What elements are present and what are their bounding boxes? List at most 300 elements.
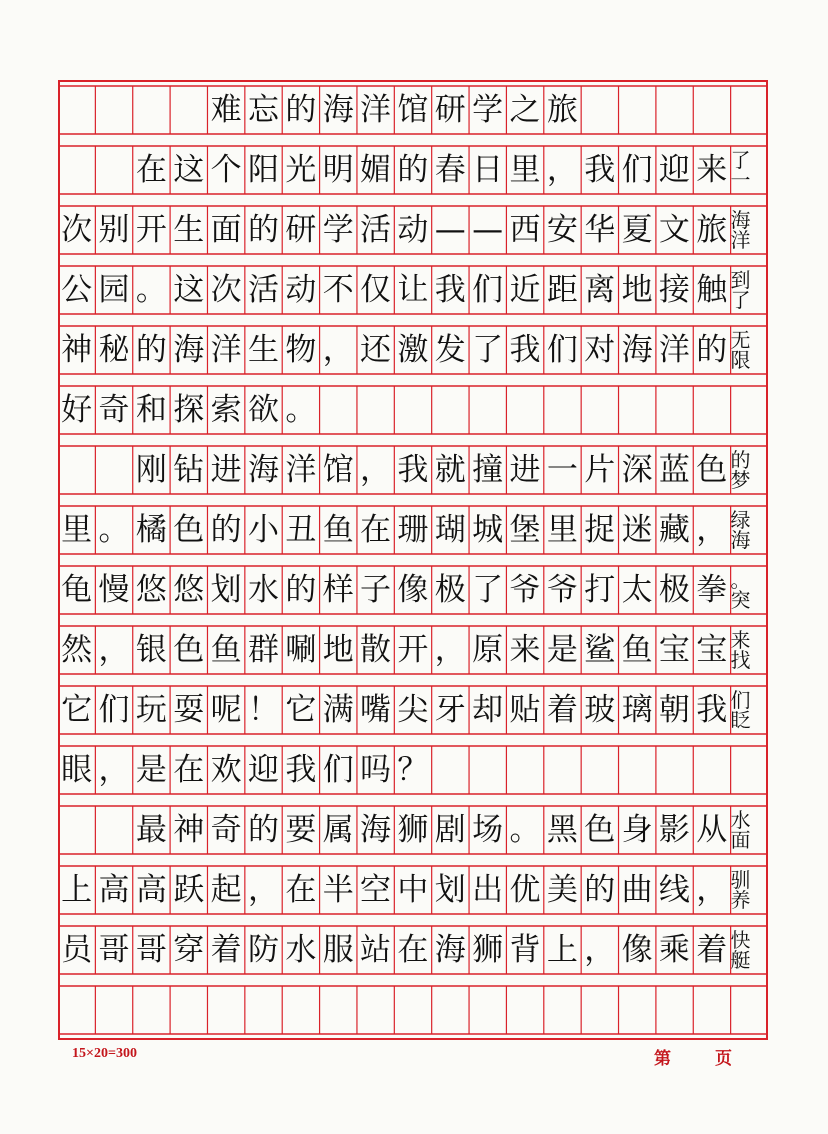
grid-cell: 然 xyxy=(61,631,93,668)
grid-cell: 学 xyxy=(322,211,354,248)
grid-cell: 动 xyxy=(285,271,317,308)
grid-cell: 的 xyxy=(135,331,167,368)
grid-cell: 绿海 xyxy=(730,508,751,552)
grid-cell: 海 xyxy=(621,331,653,368)
grid-cell xyxy=(618,386,655,434)
grid-cell: 色 xyxy=(173,511,205,548)
grid-cell: 好 xyxy=(61,391,93,428)
text-row xyxy=(58,146,768,194)
grid-cell: 阳 xyxy=(247,151,279,188)
grid-cell: 背 xyxy=(509,931,541,968)
grid-cell: 的 xyxy=(285,91,317,128)
grid-cell: 出 xyxy=(472,871,504,908)
grid-cell: 西 xyxy=(509,211,541,248)
grid-cell: 们 xyxy=(546,331,578,368)
grid-count-label: 15×20=300 xyxy=(72,1046,137,1061)
text-row xyxy=(58,746,768,794)
grid-cell: 和 xyxy=(135,391,167,428)
grid-cell: 它 xyxy=(61,691,93,728)
grid-cell xyxy=(170,86,207,134)
grid-cell: 春 xyxy=(434,151,466,188)
grid-cell: 极 xyxy=(658,571,690,608)
grid-cell: 海 xyxy=(360,811,392,848)
grid-cell: 激 xyxy=(397,331,429,368)
grid-cell: 爷 xyxy=(546,571,578,608)
grid-cell: 线 xyxy=(658,871,690,908)
grid-cell: 朝 xyxy=(658,691,690,728)
grid-cell: 里 xyxy=(509,151,541,188)
grid-cell: 高 xyxy=(98,871,130,908)
grid-cell xyxy=(58,446,95,494)
grid-cell: 奇 xyxy=(210,811,242,848)
grid-cell: 的梦 xyxy=(730,448,751,492)
grid-cell: ？ xyxy=(397,751,429,788)
grid-cell xyxy=(581,386,618,434)
grid-cell: 海 xyxy=(322,91,354,128)
grid-cell: 活 xyxy=(247,271,279,308)
text-row xyxy=(58,926,768,974)
grid-cell: 发 xyxy=(434,331,466,368)
grid-cell: 银 xyxy=(135,631,167,668)
grid-cell: 水 xyxy=(247,571,279,608)
grid-cell: 馆 xyxy=(322,451,354,488)
grid-cell: 悠 xyxy=(135,571,167,608)
grid-cell xyxy=(544,386,581,434)
grid-cell: 璃 xyxy=(621,691,653,728)
grid-cell: 鲨 xyxy=(584,631,616,668)
grid-cell: 进 xyxy=(210,451,242,488)
grid-cell: 欢 xyxy=(210,751,242,788)
grid-cell xyxy=(469,386,506,434)
grid-cell: 剧 xyxy=(434,811,466,848)
grid-cell: 我 xyxy=(434,271,466,308)
grid-cell: 奇 xyxy=(98,391,130,428)
grid-cell: 鱼 xyxy=(322,511,354,548)
grid-cell: 接 xyxy=(658,271,690,308)
grid-cell: 们 xyxy=(98,691,130,728)
grid-cell: 耍 xyxy=(173,691,205,728)
grid-cell: 们 xyxy=(322,751,354,788)
grid-cell: 我 xyxy=(584,151,616,188)
grid-cell: 半 xyxy=(322,871,354,908)
page-label-prefix: 第 xyxy=(654,1049,671,1069)
grid-cell: 堡 xyxy=(509,511,541,548)
text-row xyxy=(58,506,768,554)
grid-cell: 洋 xyxy=(210,331,242,368)
grid-cell xyxy=(581,86,618,134)
grid-cell: 洋 xyxy=(360,91,392,128)
grid-cell: 地 xyxy=(322,631,354,668)
grid-cell: 快艇 xyxy=(730,928,751,972)
grid-cell: 海洋 xyxy=(730,208,751,252)
grid-cell: 着 xyxy=(696,931,728,968)
grid-cell: 样 xyxy=(322,571,354,608)
grid-cell: 的 xyxy=(210,511,242,548)
grid-cell: 欲 xyxy=(247,391,279,428)
grid-cell: ， xyxy=(696,511,728,548)
grid-cell: 们 xyxy=(621,151,653,188)
grid-cell: 洋 xyxy=(285,451,317,488)
grid-cell: 狮 xyxy=(397,811,429,848)
grid-cell: 哥 xyxy=(135,931,167,968)
grid-cell: 着 xyxy=(546,691,578,728)
grid-cell: 我 xyxy=(285,751,317,788)
grid-cell: 影 xyxy=(658,811,690,848)
grid-cell: 站 xyxy=(360,931,392,968)
grid-cell: 海 xyxy=(173,331,205,368)
text-row xyxy=(58,386,768,434)
grid-cell: 丑 xyxy=(285,511,317,548)
grid-cell: 防 xyxy=(247,931,279,968)
grid-cell: 在 xyxy=(397,931,429,968)
grid-cell: 之 xyxy=(509,91,541,128)
grid-cell: 鱼 xyxy=(210,631,242,668)
grid-cell: 光 xyxy=(285,151,317,188)
grid-cell: 开 xyxy=(135,211,167,248)
grid-cell: 的 xyxy=(247,211,279,248)
grid-cell: 我 xyxy=(397,451,429,488)
grid-cell: 原 xyxy=(472,631,504,668)
writing-grid-sheet xyxy=(58,80,768,1040)
grid-cell: 黑 xyxy=(546,811,578,848)
grid-cell xyxy=(58,146,95,194)
grid-cell: 从 xyxy=(696,811,728,848)
grid-cell: 了一 xyxy=(730,148,751,192)
grid-cell: 让 xyxy=(397,271,429,308)
grid-cell: 玩 xyxy=(135,691,167,728)
page-label-suffix: 页 xyxy=(715,1049,732,1069)
grid-cell: 小 xyxy=(247,511,279,548)
grid-cell xyxy=(730,386,767,434)
text-row xyxy=(58,446,768,494)
grid-cell: 深 xyxy=(621,451,653,488)
grid-cell: ， xyxy=(98,631,130,668)
grid-cell: 就 xyxy=(434,451,466,488)
grid-cell: 在 xyxy=(360,511,392,548)
grid-cell: 散 xyxy=(360,631,392,668)
grid-cell: 吗 xyxy=(360,751,392,788)
grid-cell xyxy=(320,386,357,434)
grid-cell xyxy=(469,746,506,794)
grid-cell: 日 xyxy=(472,151,504,188)
grid-cell: 贴 xyxy=(509,691,541,728)
grid-cell: 园 xyxy=(98,271,130,308)
grid-cell: ， xyxy=(434,631,466,668)
grid-cell: 太 xyxy=(621,571,653,608)
grid-cell: 场 xyxy=(472,811,504,848)
grid-cell: 。 xyxy=(509,811,541,848)
grid-cell: 上 xyxy=(546,931,578,968)
grid-cell: 一 xyxy=(546,451,578,488)
grid-cell: 触 xyxy=(696,271,728,308)
grid-cell: 对 xyxy=(584,331,616,368)
grid-cell xyxy=(693,746,730,794)
grid-cell: 它 xyxy=(285,691,317,728)
grid-cell: 美 xyxy=(546,871,578,908)
grid-cell: 瑚 xyxy=(434,511,466,548)
grid-cell: 夏 xyxy=(621,211,653,248)
grid-cell: ， xyxy=(360,451,392,488)
grid-cell xyxy=(133,86,170,134)
grid-cell: 眼 xyxy=(61,751,93,788)
grid-cell: 开 xyxy=(397,631,429,668)
grid-cell: 悠 xyxy=(173,571,205,608)
grid-cell: 离 xyxy=(584,271,616,308)
grid-cell: 嘴 xyxy=(360,691,392,728)
grid-cell: 刚 xyxy=(135,451,167,488)
grid-cell xyxy=(394,386,431,434)
grid-cell: 玻 xyxy=(584,691,616,728)
grid-cell: ， xyxy=(247,871,279,908)
grid-cell: 宝 xyxy=(696,631,728,668)
grid-cell: 鱼 xyxy=(621,631,653,668)
grid-cell: 们 xyxy=(472,271,504,308)
grid-cell: 宝 xyxy=(658,631,690,668)
grid-cell: 秘 xyxy=(98,331,130,368)
grid-cell: 满 xyxy=(322,691,354,728)
grid-cell: 物 xyxy=(285,331,317,368)
grid-cell: 空 xyxy=(360,871,392,908)
grid-cell: 龟 xyxy=(61,571,93,608)
grid-cell: 文 xyxy=(658,211,690,248)
grid-cell: 唰 xyxy=(285,631,317,668)
grid-cell: 生 xyxy=(247,331,279,368)
grid-cell: 城 xyxy=(472,511,504,548)
grid-cell xyxy=(581,746,618,794)
grid-cell: 跃 xyxy=(173,871,205,908)
grid-cell: 的 xyxy=(584,871,616,908)
grid-cell: 在 xyxy=(173,751,205,788)
grid-cell: 研 xyxy=(434,91,466,128)
grid-cell xyxy=(432,386,469,434)
grid-cell: 难 xyxy=(210,91,242,128)
grid-cell: 最 xyxy=(135,811,167,848)
grid-cell: 我 xyxy=(696,691,728,728)
grid-cell: 是 xyxy=(135,751,167,788)
grid-cell: 优 xyxy=(509,871,541,908)
grid-cell: 还 xyxy=(360,331,392,368)
grid-cell: 着 xyxy=(210,931,242,968)
grid-cell: 来 xyxy=(509,631,541,668)
grid-cell: 要 xyxy=(285,811,317,848)
grid-cell: 服 xyxy=(322,931,354,968)
grid-cell: 中 xyxy=(397,871,429,908)
grid-cell: 公 xyxy=(61,271,93,308)
grid-cell: 迎 xyxy=(247,751,279,788)
grid-cell: 。 xyxy=(135,271,167,308)
grid-cell: 色 xyxy=(584,811,616,848)
grid-cell: 珊 xyxy=(397,511,429,548)
grid-cell: 海 xyxy=(434,931,466,968)
grid-cell: 里 xyxy=(61,511,93,548)
grid-cell xyxy=(95,446,132,494)
grid-cell: 忘 xyxy=(247,91,279,128)
grid-cell: 的 xyxy=(397,151,429,188)
grid-cell: 媚 xyxy=(360,151,392,188)
text-row xyxy=(58,206,768,254)
grid-cell: 不 xyxy=(322,271,354,308)
grid-cell: 次 xyxy=(210,271,242,308)
grid-cell: 距 xyxy=(546,271,578,308)
grid-cell: 尖 xyxy=(397,691,429,728)
grid-cell: 像 xyxy=(621,931,653,968)
grid-cell xyxy=(357,386,394,434)
grid-cell: 到了 xyxy=(730,268,751,312)
grid-cell: 迎 xyxy=(658,151,690,188)
grid-cell: 子 xyxy=(360,571,392,608)
grid-cell: 个 xyxy=(210,151,242,188)
grid-cell: 极 xyxy=(434,571,466,608)
grid-cell xyxy=(95,86,132,134)
grid-cell: 。突 xyxy=(730,568,751,612)
grid-cell: ， xyxy=(98,751,130,788)
grid-cell xyxy=(693,386,730,434)
grid-cell xyxy=(506,746,543,794)
grid-cell: 撞 xyxy=(472,451,504,488)
grid-cell: 海 xyxy=(247,451,279,488)
grid-cell: 捉 xyxy=(584,511,616,548)
grid-cell xyxy=(58,806,95,854)
text-row xyxy=(58,626,768,674)
grid-cell: 面 xyxy=(210,211,242,248)
grid-cell: 来找 xyxy=(730,628,751,672)
grid-cell: 安 xyxy=(546,211,578,248)
grid-cell: 。 xyxy=(285,391,317,428)
grid-cell: ， xyxy=(322,331,354,368)
grid-cell: 无限 xyxy=(730,328,751,372)
grid-cell: 划 xyxy=(210,571,242,608)
grid-cell: 的 xyxy=(696,331,728,368)
grid-cell: — xyxy=(472,211,504,248)
grid-cell: 牙 xyxy=(434,691,466,728)
grid-cell: 呢 xyxy=(210,691,242,728)
grid-cell: 像 xyxy=(397,571,429,608)
grid-cell: 乘 xyxy=(658,931,690,968)
grid-cell xyxy=(432,746,469,794)
grid-cell: 神 xyxy=(173,811,205,848)
grid-cell: 华 xyxy=(584,211,616,248)
grid-cell: 员 xyxy=(61,931,93,968)
grid-cell: 拳 xyxy=(696,571,728,608)
grid-cell: 划 xyxy=(434,871,466,908)
grid-cell: 了 xyxy=(472,331,504,368)
grid-cell xyxy=(544,746,581,794)
grid-cell: 慢 xyxy=(98,571,130,608)
grid-cell: — xyxy=(434,211,466,248)
grid-cell: 这 xyxy=(173,151,205,188)
grid-cell: 研 xyxy=(285,211,317,248)
grid-cell: 别 xyxy=(98,211,130,248)
text-row xyxy=(58,86,768,134)
grid-cell: ， xyxy=(546,151,578,188)
text-row xyxy=(58,806,768,854)
grid-cell xyxy=(656,86,693,134)
grid-cell: 我 xyxy=(509,331,541,368)
grid-cell: 仅 xyxy=(360,271,392,308)
grid-cell: 身 xyxy=(621,811,653,848)
grid-cell: 却 xyxy=(472,691,504,728)
grid-cell: 是 xyxy=(546,631,578,668)
grid-cell: 钻 xyxy=(173,451,205,488)
grid-cell: 曲 xyxy=(621,871,653,908)
page-number-label xyxy=(654,1044,732,1069)
grid-cell: 藏 xyxy=(658,511,690,548)
grid-cell: 学 xyxy=(472,91,504,128)
grid-cell: 穿 xyxy=(173,931,205,968)
grid-cell: 在 xyxy=(285,871,317,908)
grid-cell: 群 xyxy=(247,631,279,668)
grid-cell: ！ xyxy=(247,691,279,728)
grid-cell: 次 xyxy=(61,211,93,248)
grid-cell: 驯养 xyxy=(730,868,751,912)
grid-cell: 索 xyxy=(210,391,242,428)
grid-cell: 属 xyxy=(322,811,354,848)
grid-cell: 的 xyxy=(285,571,317,608)
grid-cell: 们眨 xyxy=(730,688,751,732)
grid-cell: 迷 xyxy=(621,511,653,548)
text-row xyxy=(58,686,768,734)
text-row xyxy=(58,866,768,914)
grid-cell: 橘 xyxy=(135,511,167,548)
grid-cell: 近 xyxy=(509,271,541,308)
grid-cell: 高 xyxy=(135,871,167,908)
grid-cell: 色 xyxy=(696,451,728,488)
grid-cell: 在 xyxy=(135,151,167,188)
grid-cell xyxy=(730,86,767,134)
grid-cell: 水面 xyxy=(730,808,751,852)
grid-cell: 来 xyxy=(696,151,728,188)
grid-cell: 探 xyxy=(173,391,205,428)
grid-cell: 里 xyxy=(546,511,578,548)
grid-cell xyxy=(95,806,132,854)
grid-cell: 明 xyxy=(322,151,354,188)
grid-cell: 进 xyxy=(509,451,541,488)
grid-cell: 洋 xyxy=(658,331,690,368)
grid-cell: 动 xyxy=(397,211,429,248)
grid-cell: 上 xyxy=(61,871,93,908)
grid-cell xyxy=(693,86,730,134)
grid-cell xyxy=(656,386,693,434)
grid-cell: 了 xyxy=(472,571,504,608)
grid-cell: 狮 xyxy=(472,931,504,968)
grid-cell: 生 xyxy=(173,211,205,248)
grid-cell xyxy=(58,86,95,134)
grid-cell xyxy=(506,386,543,434)
grid-cell: ， xyxy=(584,931,616,968)
grid-cell: 起 xyxy=(210,871,242,908)
grid-cell xyxy=(730,746,767,794)
grid-cell: 馆 xyxy=(397,91,429,128)
grid-cell: 活 xyxy=(360,211,392,248)
grid-cell: ， xyxy=(696,871,728,908)
grid-cell xyxy=(656,746,693,794)
grid-cell: 地 xyxy=(621,271,653,308)
grid-cell: 。 xyxy=(98,511,130,548)
text-row xyxy=(58,566,768,614)
grid-cell: 蓝 xyxy=(658,451,690,488)
grid-cell: 旅 xyxy=(546,91,578,128)
text-row xyxy=(58,266,768,314)
grid-cell: 的 xyxy=(247,811,279,848)
grid-cell: 神 xyxy=(61,331,93,368)
grid-cell xyxy=(95,146,132,194)
grid-cell: 爷 xyxy=(509,571,541,608)
grid-cell xyxy=(618,86,655,134)
grid-cell: 水 xyxy=(285,931,317,968)
grid-cell: 这 xyxy=(173,271,205,308)
grid-cell: 色 xyxy=(173,631,205,668)
grid-cell: 旅 xyxy=(696,211,728,248)
